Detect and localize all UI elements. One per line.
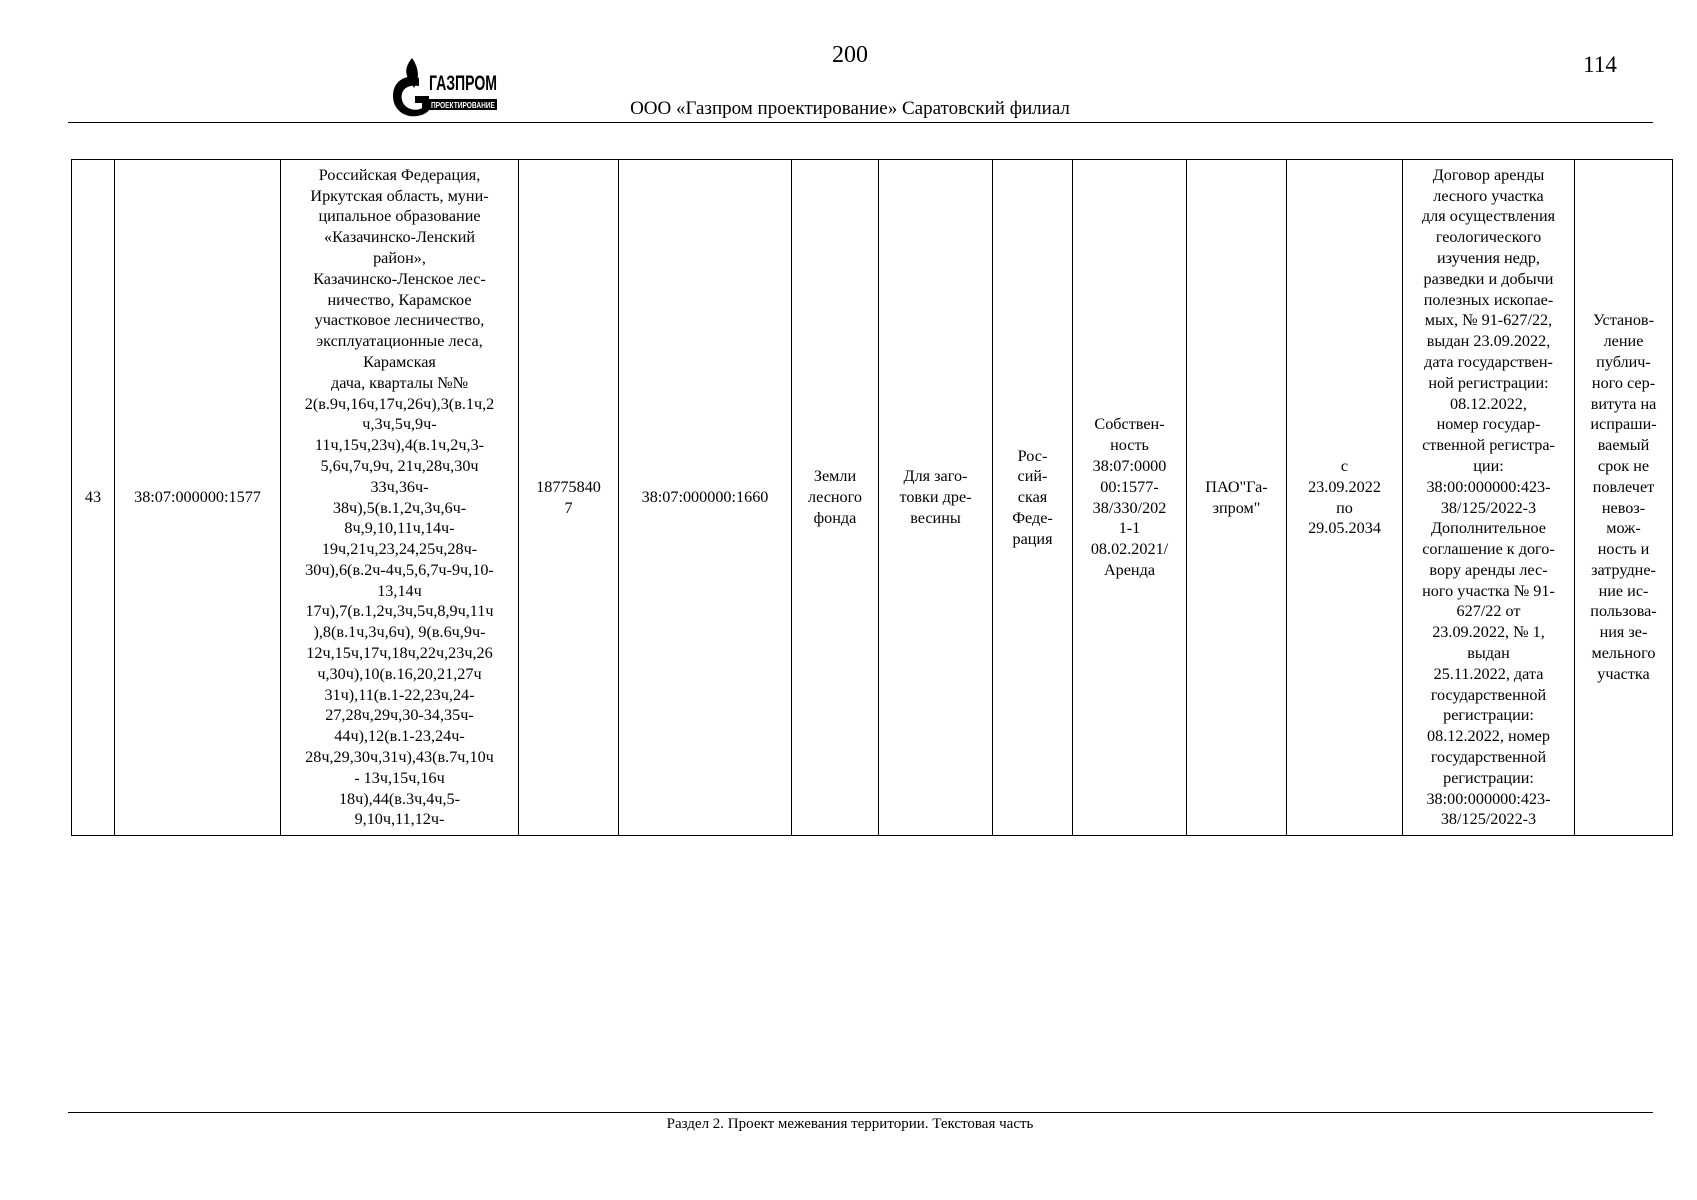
cell-holder: ПАО"Га- зпром" xyxy=(1187,160,1287,836)
cell-note: Установ- ление публич- ного сер- витута на испраши- ваемый срок не повлечет невоз- мож- ность и затрудне- ние ис- пользова- ния зе- мельного участка xyxy=(1575,160,1673,836)
logo-wordmark: ГАЗПРОМ xyxy=(429,72,497,95)
table-row xyxy=(72,160,1673,836)
company-title: ООО «Газпром проектирование» Саратовский филиал xyxy=(630,98,1070,119)
cell-land-category: Земли лесного фонда xyxy=(792,160,879,836)
cell-permitted-use: Для заго- товки дре- весины xyxy=(879,160,993,836)
cell-right: Собствен- ность 38:07:0000 00:1577- 38/330/202 1-1 08.02.2021/ Аренда xyxy=(1073,160,1187,836)
gazprom-logo xyxy=(385,56,500,120)
g-letter-icon xyxy=(393,77,429,117)
cell-parent-cadastral-number: 38:07:000000:1660 xyxy=(619,160,792,836)
cell-document: Договор аренды лесного участка для осуществления геологического изучения недр, разведки и добычи полезных ископае- мых, № 91-627/22, выдан 23.09.2022, дата государствен- ной регистрации: 08.12.2022, номер государ- ственной регистра- ции: 38:00:000000:423- 38/125/2022-3 Дополнительное соглашение к дого- вору аренды лес- ного участка № 91- 627/22 от 23.09.2022, № 1, выдан 25.11.2022, дата государственной регистрации: 08.12.2022, номер государственной регистрации: 38:00:000000:423- 38/125/2022-3 xyxy=(1403,160,1575,836)
footer-text: Раздел 2. Проект межевания территории. Текстовая часть xyxy=(666,1116,1034,1132)
cell-term: с 23.09.2022 по 29.05.2034 xyxy=(1287,160,1403,836)
footer-rule xyxy=(68,1112,1653,1113)
cell-location: Российская Федерация, Иркутская область, муни- ципальное образование «Казачинско-Ленский район», Казачинско-Ленское лес- ничество, Карамское участковое лесничество, эксплуатационные леса, Карамская дача, кварталы №№ 2(в.9ч,16ч,17ч,26ч),3(в.1ч,2 ч,3ч,5ч,9ч- 11ч,15ч,23ч),4(в.1ч,2ч,3- 5,6ч,7ч,9ч, 21ч,28ч,30ч 33ч,36ч- 38ч),5(в.1,2ч,3ч,6ч- 8ч,9,10,11ч,14ч- 19ч,21ч,23,24,25ч,28ч- 30ч),6(в.2ч-4ч,5,6,7ч-9ч,10- 13,14ч 17ч),7(в.1,2ч,3ч,5ч,8,9ч,11ч ),8(в.1ч,3ч,6ч), 9(в.6ч,9ч- 12ч,15ч,17ч,18ч,22ч,23ч,26 ч,30ч),10(в.16,20,21,27ч 31ч),11(в.1-22,23ч,24- 27,28ч,29ч,30-34,35ч- 44ч),12(в.1-23,24ч- 28ч,29,30ч,31ч),43(в.7ч,10ч - 13ч,15ч,16ч 18ч),44(в.3ч,4ч,5- 9,10ч,11,12ч- xyxy=(281,160,519,836)
header-rule xyxy=(68,122,1653,123)
cell-number: 43 xyxy=(72,160,115,836)
page-number-right: 114 xyxy=(1583,52,1617,77)
logo-subtext: ПРОЕКТИРОВАНИЕ xyxy=(431,101,496,110)
cell-owner: Рос- сий- ская Феде- рация xyxy=(993,160,1073,836)
page-number-center: 200 xyxy=(832,42,868,68)
cell-area: 18775840 7 xyxy=(519,160,619,836)
land-parcel-table xyxy=(71,159,1673,836)
cell-cadastral-number: 38:07:000000:1577 xyxy=(115,160,281,836)
